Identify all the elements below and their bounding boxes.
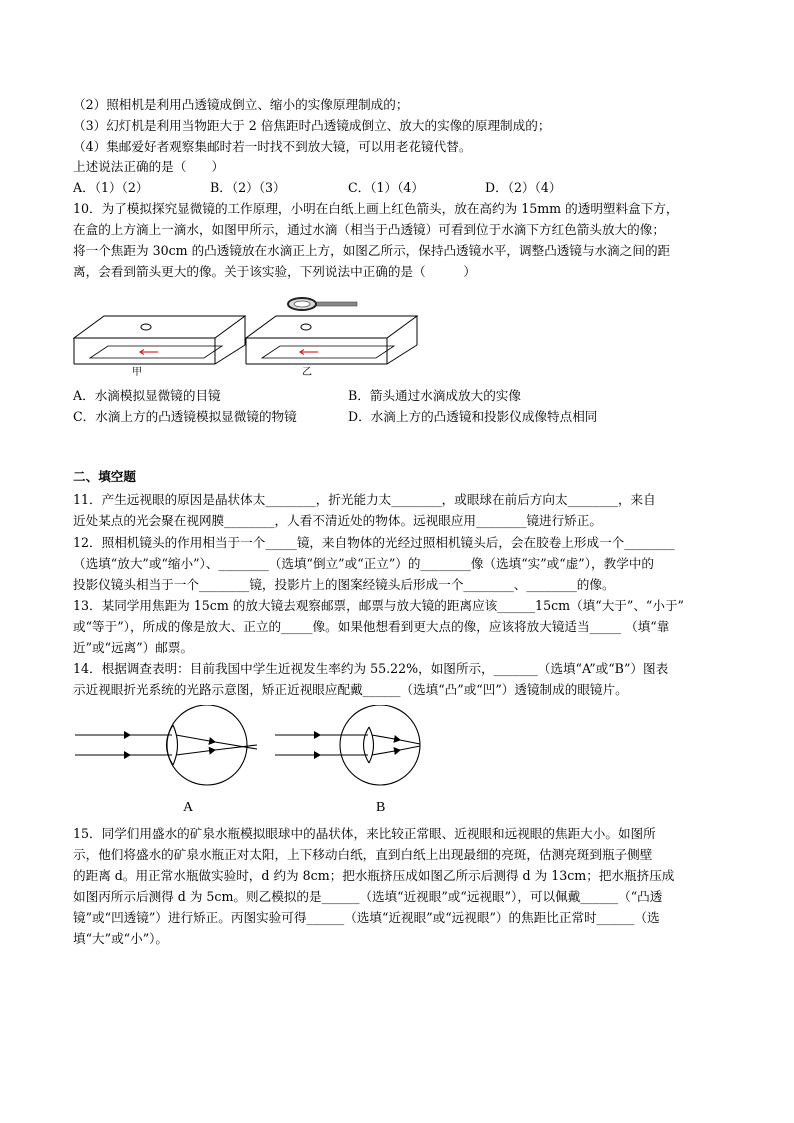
plastic-box-a — [74, 316, 245, 364]
eye-diagram-b — [275, 705, 420, 785]
q12-line-1: 12．照相机镜头的作用相当于一个_____镜，来自物体的光经过照相机镜头后，会在胶卷上形成一个________ — [73, 535, 675, 550]
q12-line-3: 投影仪镜头相当于一个________镜，投影片上的图案经镜头后形成一个________、________的像。 — [73, 577, 615, 592]
q15-line-4: 如图丙所示后测得 d 为 5cm。则乙模拟的是______（选填“近视眼”或“远视眼”），可以佩戴______（“凸透 — [73, 889, 663, 904]
q11-line-2: 近处某点的光会聚在视网膜________，人看不清近处的物体。远视眼应用________镜进行矫正。 — [73, 513, 602, 528]
q13-line-3: 近”或“远离”）邮票。 — [73, 640, 194, 655]
q15-line-1: 15．同学们用盛水的矿泉水瓶模拟眼球中的晶状体，来比较正常眼、近视眼和远视眼的焦距大小。如图所 — [73, 826, 656, 841]
q9-option-b: B．（2）（3） — [210, 180, 286, 195]
figure-label-yi: 乙 — [302, 367, 312, 378]
water-drop-icon — [301, 324, 311, 330]
q9-option-d: D．（2）（4） — [485, 180, 562, 195]
eye-diagram-a — [75, 705, 257, 785]
q10-line-1: 10．为了模拟探究显微镜的工作原理，小明在白纸上画上红色箭头，放在高约为 15mm 的透明塑料盒下方， — [73, 201, 679, 216]
q9-statement-3: （3）幻灯机是利用当物距大于 2 倍焦距时凸透镜成倒立、放大的实像的原理制成的； — [73, 118, 551, 133]
q15-line-2: 示，他们将盛水的矿泉水瓶正对太阳，上下移动白纸，直到白纸上出现最细的亮斑，估测亮斑到瓶子侧壁 — [73, 847, 653, 862]
q13-line-1: 13．某同学用焦距为 15cm 的放大镜去观察邮票，邮票与放大镜的距离应该______15cm（填“大于”、“小于” — [73, 598, 684, 613]
q10-option-b: B．箭头通过水滴成放大的实像 — [348, 388, 521, 403]
q15-line-6: 填“大”或“小”）。 — [73, 931, 169, 946]
q15-line-5: 镜”或“凹透镜”）进行矫正。丙图实验可得______（选填“近视眼”或“远视眼”）的焦距比正常时______（选 — [73, 910, 660, 925]
q10-line-4: 离，会看到箭头更大的像。关于该实验，下列说法中正确的是（ ） — [73, 264, 476, 279]
q13-line-2: 或“等于”），所成的像是放大、正立的_____像。如果他想看到更大点的像，应该将放大镜适当_____ （填“靠 — [73, 619, 670, 634]
q9-prompt: 上述说法正确的是（ ） — [73, 159, 225, 174]
q10-option-c: C．水滴上方的凸透镜模拟显微镜的物镜 — [73, 409, 297, 424]
q12-line-2: （选填“放大”或“缩小”）、________（选填“倒立”或“正立”）的________像（选填“实”或“虚”），教学中的 — [73, 556, 655, 571]
water-drop-icon — [141, 324, 151, 330]
q9-statement-4: （4）集邮爱好者观察集邮时若一时找不到放大镜，可以用老花镜代替。 — [73, 139, 472, 154]
eye-label-a: A — [183, 800, 194, 815]
q11-line-1: 11．产生远视眼的原因是晶状体太________，折光能力太________，或眼球在前后方向太________，来自 — [73, 492, 656, 507]
eye-label-b: B — [376, 800, 386, 815]
plastic-box-b — [246, 316, 417, 364]
convex-lens-icon — [288, 298, 357, 310]
q14-eye-diagrams — [70, 705, 470, 805]
q9-option-c: C．（1）（4） — [348, 180, 425, 195]
q15-line-3: 的距离 d。用正常水瓶做实验时，d 约为 8cm；把水瓶挤压成如图乙所示后测得 d 为 13cm；把水瓶挤压成 — [73, 868, 675, 883]
q14-line-1: 14．根据调查表明：目前我国中学生近视发生率约为 55.22%，如图所示，_______（选填“A”或“B”）图表 — [73, 661, 669, 676]
q14-line-2: 示近视眼折光系统的光路示意图，矫正近视眼应配戴______（选填“凸”或“凹”）透镜制成的眼镜片。 — [73, 682, 628, 697]
q10-option-a: A．水滴模拟显微镜的目镜 — [73, 388, 221, 403]
q10-figure — [70, 290, 450, 385]
q10-line-3: 将一个焦距为 30cm 的凸透镜放在水滴正上方，如图乙所示，保持凸透镜水平，调整凸透镜与水滴之间的距 — [73, 243, 671, 258]
section-heading: 二、填空题 — [73, 469, 136, 484]
q9-option-a: A．（1）（2） — [73, 180, 149, 195]
q10-line-2: 在盒的上方滴上一滴水，如图甲所示，通过水滴（相当于凸透镜）可看到位于水滴下方红色箭头放大的像； — [73, 222, 665, 237]
q9-statement-2: （2）照相机是利用凸透镜成倒立、缩小的实像原理制成的； — [73, 97, 409, 112]
figure-label-jia: 甲 — [132, 367, 142, 378]
q10-option-d: D．水滴上方的凸透镜和投影仪成像特点相同 — [348, 409, 598, 424]
